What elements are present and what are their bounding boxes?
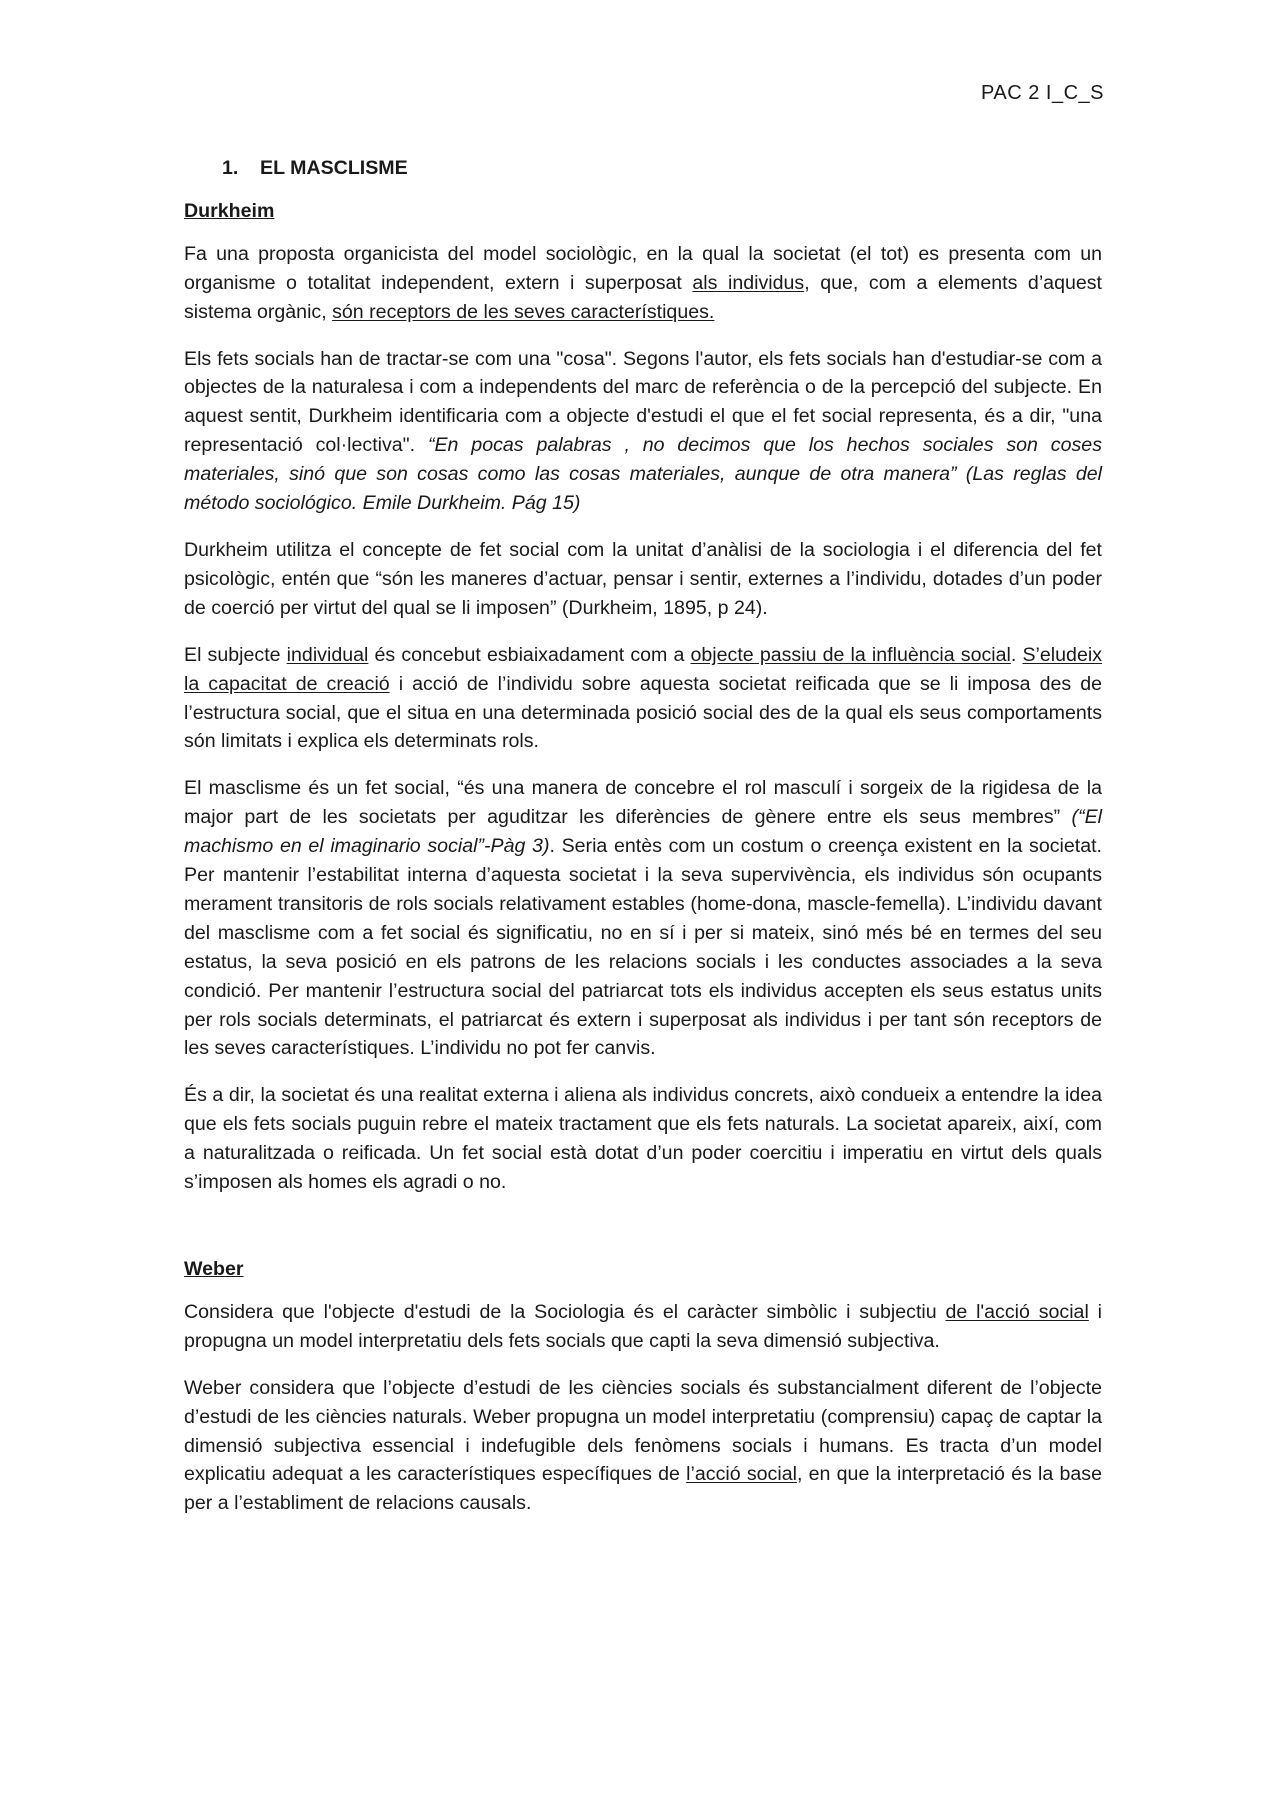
text-span: , en que la interpretació és la base per a l’establiment de relacions causals. — [184, 1463, 1102, 1515]
text-span: . Seria entès com un costum o creença existent en la societat. Per mantenir l’estabilitat interna d’aquesta societat i la seva supervivència, els individus són ocupants merament transitoris de rols socials relativament estables (home-dona, mascle-femella). L’individu davant del masclisme com a fet social és significatiu, no en sí i per si mateix, sinó més bé en termes del seu estatus, la seva posició en els patrons de les relacions socials i les conductes associades a la seva condició. Per mantenir l’estructura social del patriarcat tots els individus accepten els seus estatus units per rols socials determinats, el patriarcat és extern i superposat als individus i per tant són receptors de les seves característiques. L’individu no pot fer canvis. — [184, 835, 1102, 1060]
text-span: Els fets socials han de tractar-se com una "cosa". Segons l'autor, els fets socials han d'estudiar-se com a objectes de la naturalesa i com a independents del marc de referència o de la percepció del subjecte. En aquest sentit, Durkheim identificaria com a objecte d'estudi el que el fet social representa, és a dir, "una representació col·lectiva". — [184, 347, 1102, 457]
text-span: Fa una proposta organicista del model sociològic, en la qual la societat (el tot) es presenta com un organisme o totalitat independent, extern i superposat — [184, 242, 1102, 294]
italic-quote: (“El machismo en el imaginario social”-Pàg 3) — [184, 806, 1102, 858]
durkheim-paragraph-1 — [184, 240, 1102, 327]
durkheim-paragraph-5 — [184, 774, 1102, 1063]
underlined-text: objecte passiu de la influència social — [690, 643, 1011, 666]
underlined-text: de l'acció social — [945, 1300, 1089, 1323]
underlined-text: S’eludeix la capacitat de creació — [184, 643, 1102, 695]
text-span: , que, com a elements d’aquest sistema orgànic, — [184, 271, 1103, 323]
underlined-text: són receptors de les seves característiques. — [332, 300, 715, 323]
text-span: . — [1010, 643, 1023, 666]
weber-heading: Weber — [184, 1258, 244, 1280]
section-heading — [184, 154, 1102, 183]
page-header: PAC 2 I_C_S — [981, 82, 1104, 104]
section-number: 1. — [222, 157, 239, 179]
text-span: El subjecte — [184, 643, 287, 666]
durkheim-paragraph-2 — [184, 345, 1102, 518]
section-title: EL MASCLISME — [260, 157, 408, 179]
spacer — [184, 1215, 1102, 1255]
text-span: i acció de l’individu sobre aquesta societat reificada que se li imposa des de l’estructura social, que el situa en una determinada posició social des de la qual els seus comportaments són limitats i explica els determinats rols. — [184, 672, 1103, 753]
weber-paragraph-2 — [184, 1374, 1102, 1519]
durkheim-paragraph-6: És a dir, la societat és una realitat externa i aliena als individus concrets, això condueix a entendre la idea que els fets socials puguin rebre el mateix tractament que els fets naturals. La societat apareix, així, com a naturalitzada o reificada. Un fet social està dotat d’un poder coercitiu i imperatiu en virtut dels quals s’imposen als homes els agradi o no. — [184, 1084, 1102, 1194]
weber-paragraph-1 — [184, 1298, 1102, 1356]
durkheim-paragraph-4 — [184, 641, 1102, 757]
underlined-text: als individus — [692, 271, 805, 294]
text-span: Weber considera que l’objecte d’estudi de les ciències socials és substancialment diferent de l’objecte d’estudi de les ciències naturals. Weber propugna un model interpretatiu (comprensiu) capaç de captar la dimensió subjectiva essencial i indefugible dels fenòmens socials i humans. Es tracta d’un model explicatiu adequat a les característiques específiques de — [184, 1376, 1102, 1486]
underlined-text: l’acció social — [686, 1463, 797, 1486]
text-span: i propugna un model interpretatiu dels fets socials que capti la seva dimensió subjectiva. — [184, 1300, 1102, 1352]
durkheim-paragraph-3: Durkheim utilitza el concepte de fet social com la unitat d’anàlisi de la sociologia i el diferencia del fet psicològic, entén que “són les maneres d’actuar, pensar i sentir, externes a l’individu, dotades d’un poder de coerció per virtut del qual se li imposen” (Durkheim, 1895, p 24). — [184, 538, 1102, 619]
text-span: El masclisme és un fet social, “és una manera de concebre el rol masculí i sorgeix de la rigidesa de la major part de les societats per aguditzar les diferències de gènere entre els seus membres” — [184, 777, 1102, 829]
durkheim-heading: Durkheim — [184, 199, 275, 222]
italic-quote: “En pocas palabras , no decimos que los hechos sociales son coses materiales, sinó que son cosas como las cosas materiales, aunque de otra manera” (Las reglas del método sociológico. Emile Durkheim. Pág 15) — [184, 434, 1102, 515]
document-body — [184, 150, 1102, 1536]
underlined-text: individual — [286, 643, 369, 666]
text-span: Considera que l'objecte d'estudi de la Sociologia és el caràcter simbòlic i subjectiu — [184, 1300, 946, 1323]
text-span: és concebut esbiaixadament com a — [368, 643, 691, 666]
